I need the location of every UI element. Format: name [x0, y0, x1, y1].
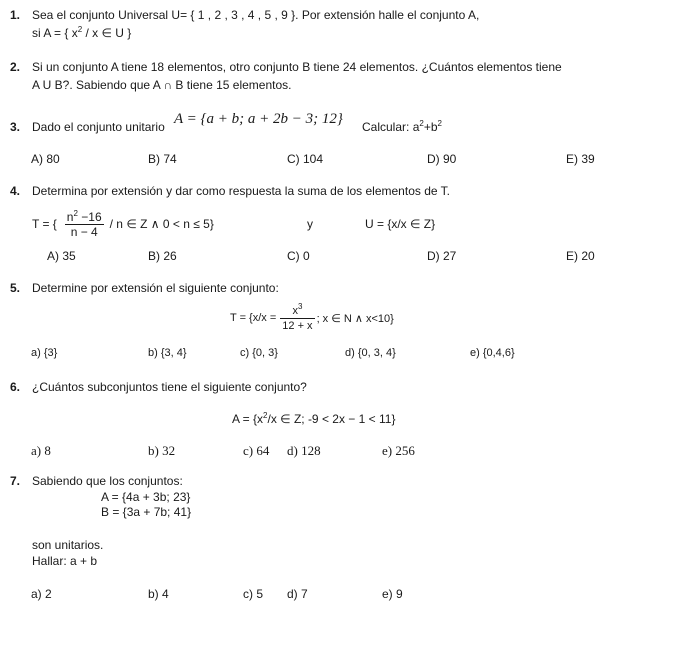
- q4-option-c[interactable]: C) 0: [287, 249, 310, 263]
- q7-text: Sabiendo que los conjuntos:: [32, 474, 183, 488]
- q3-calc: Calcular: $a^2+b^2$: [362, 119, 442, 134]
- q4-option-e[interactable]: E) 20: [566, 249, 595, 263]
- q7-unitary: son unitarios.: [32, 538, 104, 552]
- q7-find: Hallar: a + b: [32, 554, 98, 568]
- q4-t-set: T = { $\frac{n^2 -16}{n - 4}$ / n ∈ Z ∧ 0 < n ≤ 5}: [32, 208, 214, 239]
- q5-text: Determine por extensión el siguiente conjunto:: [32, 281, 279, 295]
- q6-option-b[interactable]: b) 32: [148, 443, 176, 458]
- q7-option-e[interactable]: e) 9: [382, 587, 403, 601]
- q5-option-e[interactable]: e) {0,4,6}: [470, 347, 515, 359]
- q5-fraction: $\frac{x^3}{12 + x}$: [282, 301, 313, 332]
- q2-line2: A U B?. Sabiendo que A ∩ B tiene 15 elementos.: [32, 78, 292, 92]
- q6-option-a[interactable]: a) 8: [31, 443, 51, 458]
- q6-number: 6.: [10, 380, 21, 394]
- q6-set: $A = \{x^2/x$ ∈ Z; -9 < 2x − 1 < 11}: [232, 411, 396, 426]
- q6-text: ¿Cuántos subconjuntos tiene el siguiente conjunto?: [32, 380, 307, 394]
- q4-text: Determina por extensión y dar como respuesta la suma de los elementos de T.: [32, 184, 450, 198]
- q1-number: 1.: [10, 8, 21, 22]
- q3-formula: A = {a + b; a + 2b − 3; 12}: [174, 111, 343, 127]
- q4-option-b[interactable]: B) 26: [148, 249, 177, 263]
- q4-u-set: U = {x/x ∈ Z}: [365, 217, 436, 231]
- q7-option-b[interactable]: b) 4: [148, 587, 169, 601]
- q6-option-c[interactable]: c) 64: [243, 443, 270, 458]
- q5-option-b[interactable]: b) {3, 4}: [148, 347, 187, 359]
- q5-t-set: T = {x/x = $\frac{x^3}{12 + x}$ ; x ∈ N ∧ x<10}: [230, 301, 394, 332]
- q7-option-d[interactable]: d) 7: [287, 587, 308, 601]
- q7-set-a: A = {4a + 3b; 23}: [101, 490, 191, 504]
- q4-option-d[interactable]: D) 27: [427, 249, 457, 263]
- q5-option-c[interactable]: c) {0, 3}: [240, 347, 278, 359]
- q7-option-c[interactable]: c) 5: [243, 587, 264, 601]
- q3-option-c[interactable]: C) 104: [287, 152, 324, 166]
- q7-set-b: B = {3a + 7b; 41}: [101, 505, 192, 519]
- q4-number: 4.: [10, 184, 21, 198]
- q1-line1: Sea el conjunto Universal U= { 1 , 2 , 3 , 4 , 5 , 9 }. Por extensión halle el conjunto A,: [32, 8, 480, 22]
- q5-option-a[interactable]: a) {3}: [31, 347, 58, 359]
- q6-option-d[interactable]: d) 128: [287, 443, 321, 458]
- q7-number: 7.: [10, 474, 21, 488]
- q6-option-e[interactable]: e) 256: [382, 443, 415, 458]
- q4-option-a[interactable]: A) 35: [47, 249, 76, 263]
- q3-option-d[interactable]: D) 90: [427, 152, 457, 166]
- q4-fraction: $\frac{n^2 -16}{n - 4}$: [66, 208, 102, 239]
- q7-option-a[interactable]: a) 2: [31, 587, 52, 601]
- q5-number: 5.: [10, 281, 21, 295]
- q3-text: Dado el conjunto unitario: [32, 120, 165, 134]
- q3-option-e[interactable]: E) 39: [566, 152, 595, 166]
- q5-option-d[interactable]: d) {0, 3, 4}: [345, 347, 396, 359]
- q3-option-b[interactable]: B) 74: [148, 152, 177, 166]
- q3-number: 3.: [10, 120, 21, 134]
- q3-option-a[interactable]: A) 80: [31, 152, 60, 166]
- q4-and: y: [307, 217, 313, 231]
- q1-line2: si A = { $x^2$ / x ∈ U }: [32, 25, 132, 40]
- q2-number: 2.: [10, 60, 21, 74]
- q2-line1: Si un conjunto A tiene 18 elementos, otro conjunto B tiene 24 elementos. ¿Cuántos elementos tiene: [32, 60, 562, 74]
